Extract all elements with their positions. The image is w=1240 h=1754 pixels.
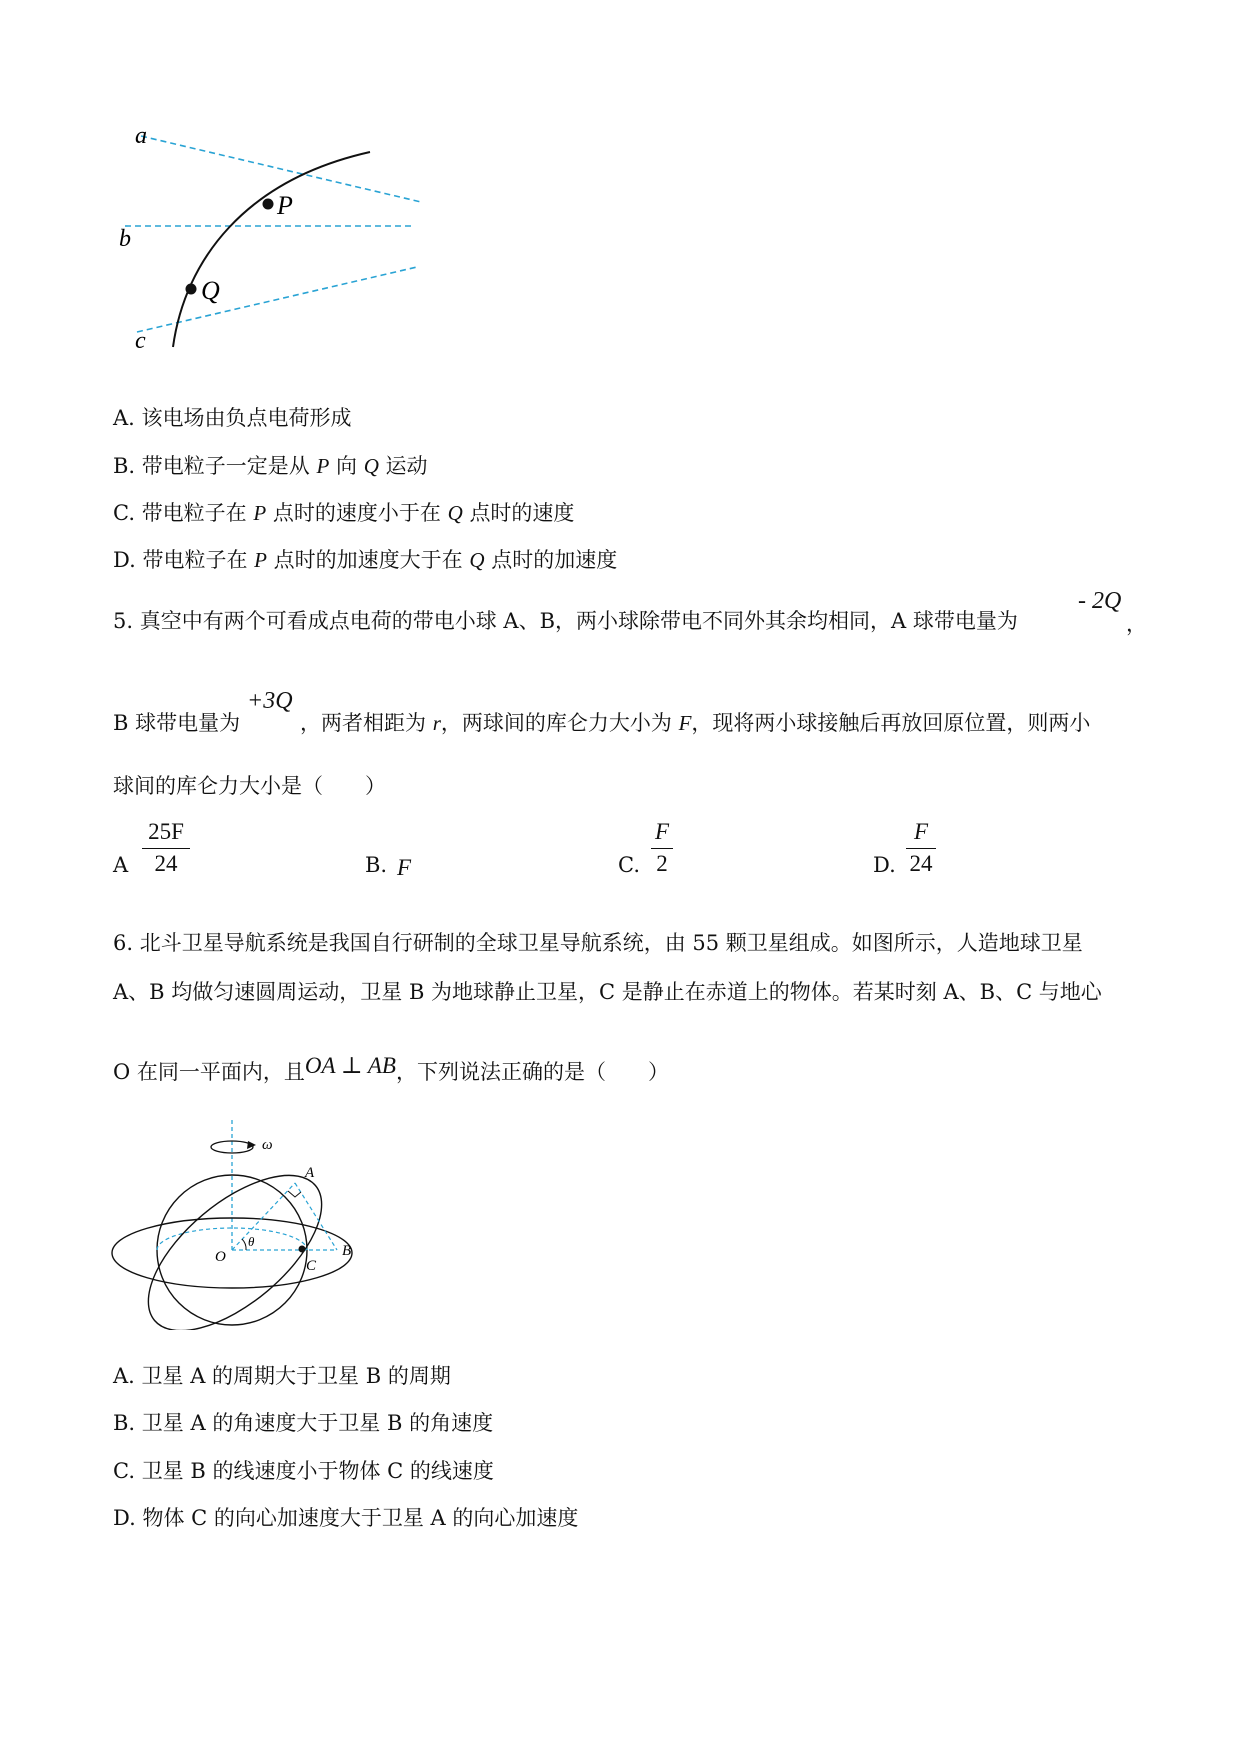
q5-option-a-letter: A <box>113 853 129 877</box>
label-a-sat: A <box>305 1165 315 1181</box>
q6-condition: OA ⊥ AB <box>304 1053 396 1078</box>
theta-arc <box>242 1239 246 1250</box>
satellite-figure <box>100 1115 380 1330</box>
field-figure <box>105 110 435 360</box>
q6-option-c: C. 卫星 B 的线速度小于物体 C 的线速度 <box>113 1459 494 1483</box>
q4-option-c: C. 带电粒子在 P 点时的速度小于在 Q 点时的速度 <box>113 501 575 525</box>
point-p <box>263 199 274 210</box>
label-c: c <box>135 328 146 354</box>
q5-stem-line3: 球间的库仑力大小是（ ） <box>113 774 386 798</box>
label-b: b <box>119 226 131 252</box>
q4-option-b: B. 带电粒子一定是从 P 向 Q 运动 <box>113 454 428 478</box>
q6-option-a: A. 卫星 A 的周期大于卫星 B 的周期 <box>113 1364 451 1388</box>
q4-option-d: D. 带电粒子在 P 点时的加速度大于在 Q 点时的加速度 <box>113 548 618 572</box>
q5-charge-b: +3Q <box>247 688 293 714</box>
q5-option-b-letter: B. <box>365 853 388 877</box>
point-c <box>299 1246 306 1253</box>
q6-stem-line3: O 在同一平面内，且OA ⊥ AB，下列说法正确的是（ ） <box>113 1053 669 1084</box>
label-a: a <box>135 123 147 149</box>
q4-option-a: A. 该电场由负点电荷形成 <box>113 406 352 430</box>
q5-stem-line2b: ，两者相距为 r，两球间的库仑力大小为 F，现将两小球接触后再放回原位置，则两小 <box>300 711 1091 735</box>
line-ab <box>295 1183 337 1250</box>
q5-charge-a: - 2Q <box>1078 588 1122 614</box>
q5-option-c-fraction: F 2 <box>651 818 673 878</box>
q5-option-d-fraction: F 24 <box>906 818 936 878</box>
q5-option-b-value: F <box>397 855 412 880</box>
q5-stem-line2a: B 球带电量为 <box>113 711 241 735</box>
point-q <box>186 284 197 295</box>
rotation-arrowhead <box>247 1141 256 1149</box>
label-b-sat: B <box>342 1243 352 1259</box>
q5-option-c-letter: C. <box>618 853 640 877</box>
label-theta: θ <box>248 1234 255 1249</box>
q6-stem-line1: 6. 北斗卫星导航系统是我国自行研制的全球卫星导航系统，由 55 颗卫星组成。如图所示，人造地球卫星 <box>113 931 1083 955</box>
field-line-c <box>137 267 417 332</box>
q6-stem-line2: A、B 均做匀速圆周运动，卫星 B 为地球静止卫星，C 是静止在赤道上的物体。若某时刻 A、B、C 与地心 <box>113 980 1102 1004</box>
q5-comma: ， <box>1126 612 1147 636</box>
q6-option-b: B. 卫星 A 的角速度大于卫星 B 的角速度 <box>113 1411 494 1435</box>
q5-option-d-letter: D. <box>873 853 896 877</box>
line-oa <box>232 1183 295 1250</box>
label-p: P <box>277 191 293 220</box>
label-q: Q <box>201 276 220 305</box>
label-omega: ω <box>262 1137 273 1153</box>
q5-stem-line1: 5. 真空中有两个可看成点电荷的带电小球 A、B，两小球除带电不同外其余均相同，A 球带电量为 <box>113 609 1018 633</box>
label-o: O <box>215 1249 226 1265</box>
q6-option-d: D. 物体 C 的向心加速度大于卫星 A 的向心加速度 <box>113 1506 579 1530</box>
right-angle-marker <box>288 1191 301 1197</box>
trajectory-curve <box>173 152 370 347</box>
label-c-obj: C <box>306 1258 317 1274</box>
q5-option-a-fraction: 25F 24 <box>142 818 190 878</box>
